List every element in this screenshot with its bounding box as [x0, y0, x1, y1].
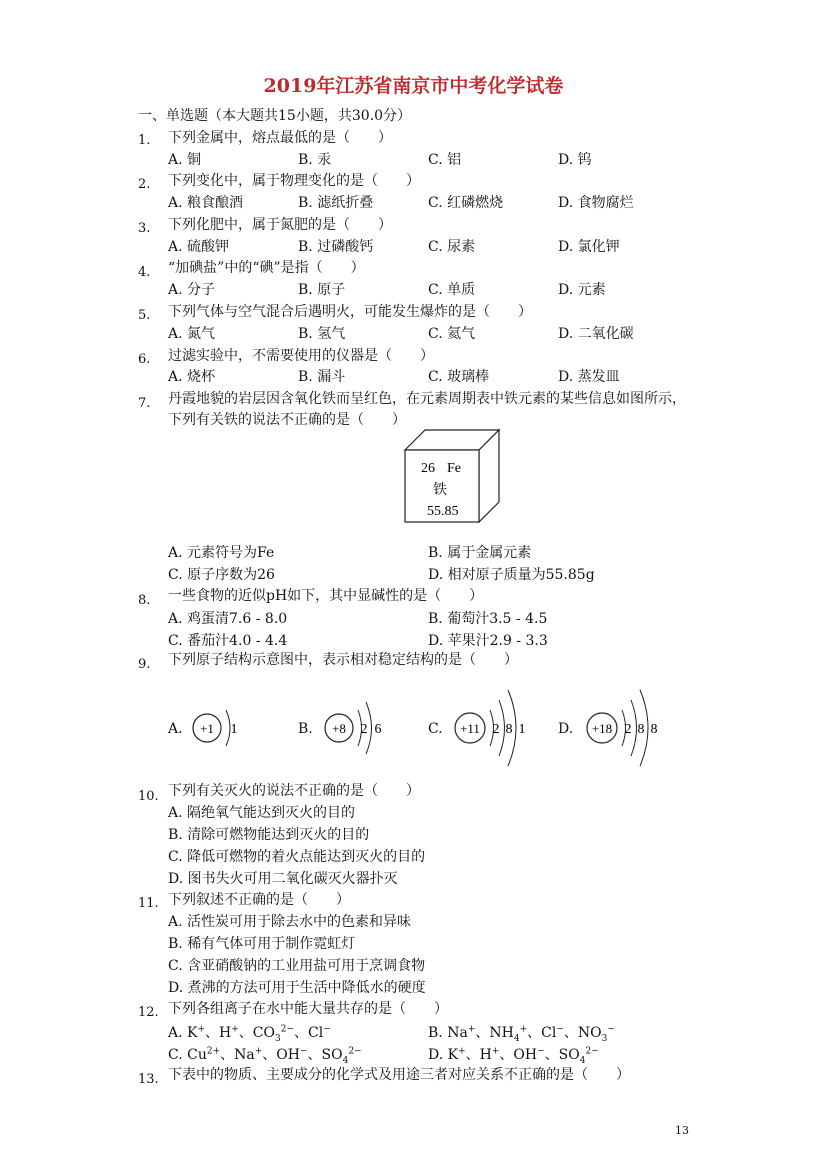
- atom-shell: 2: [624, 722, 632, 737]
- section-heading: 一、单选题（本大题共15小题，共30.0分）: [138, 108, 411, 124]
- question-number: 6.: [138, 352, 151, 367]
- page-title: 2019年江苏省南京市中考化学试卷: [263, 75, 564, 97]
- option-c: C. 铝: [428, 152, 462, 168]
- atom-nucleus: +18: [591, 721, 613, 736]
- option-b: B. 原子: [298, 282, 346, 298]
- option-a: A. 氮气: [168, 326, 216, 342]
- option-c: C. 含亚硝酸钠的工业用盐可用于烹调食物: [168, 958, 426, 974]
- question-stem: 下列气体与空气混合后遇明火，可能发生爆炸的是（ ）: [168, 304, 532, 320]
- option-a: A. 分子: [168, 282, 216, 298]
- option-b: B.: [298, 721, 313, 737]
- atom-diagram-d: [584, 680, 664, 776]
- question-number: 3.: [138, 221, 151, 236]
- atom-shell: 8: [650, 722, 658, 737]
- atom-diagram-a: [190, 680, 250, 776]
- question-stem: 一些食物的近似pH如下，其中显碱性的是（ ）: [168, 588, 484, 604]
- option-a: A. 硫酸钾: [168, 239, 230, 255]
- option-c: C. $Cu^{2+}$、Na+、OH−、$SO_4^{2-}$: [168, 1046, 362, 1066]
- question-number: 13.: [138, 1072, 159, 1087]
- option-b: B. 氢气: [298, 326, 346, 342]
- option-c: C. 玻璃棒: [428, 369, 490, 385]
- question-stem: 下列原子结构示意图中，表示相对稳定结构的是（ ）: [168, 652, 518, 668]
- question-number: 12.: [138, 1005, 159, 1020]
- atom-nucleus: +11: [460, 721, 480, 736]
- question-stem: 下表中的物质、主要成分的化学式及用途三者对应关系不正确的是（ ）: [168, 1067, 630, 1083]
- question-stem: 过滤实验中，不需要使用的仪器是（ ）: [168, 348, 434, 364]
- option-a: A. 铜: [168, 152, 202, 168]
- page-number: 13: [675, 1124, 689, 1137]
- option-a: A. 隔绝氧气能达到灭火的目的: [168, 805, 356, 821]
- atom-diagram-b: [322, 680, 392, 776]
- question-number: 9.: [138, 657, 151, 672]
- option-c: C. 番茄汁4.0 - 4.4: [168, 633, 288, 649]
- option-d: D. K+、H+、OH−、$SO_4^{2-}$: [428, 1046, 599, 1066]
- option-d: D. 苹果汁2.9 - 3.3: [428, 633, 548, 649]
- option-b: B. 漏斗: [298, 369, 346, 385]
- question-stem-line2: 下列有关铁的说法不正确的是（ ）: [168, 412, 406, 428]
- atom-shell: 2: [360, 722, 368, 737]
- option-c: C. 降低可燃物的着火点能达到灭火的目的: [168, 849, 426, 865]
- option-d: D. 图书失火可用二氧化碳灭火器扑灭: [168, 871, 398, 887]
- option-a: A. 元素符号为Fe: [168, 545, 275, 561]
- option-c: C. 原子序数为26: [168, 567, 275, 583]
- option-d: D. 食物腐烂: [558, 195, 634, 211]
- question-stem: 下列化肥中，属于氮肥的是（ ）: [168, 217, 392, 233]
- atom-shell: 2: [492, 722, 500, 737]
- element-symbol: Fe: [447, 461, 461, 476]
- option-b: B. 过磷酸钙: [298, 239, 374, 255]
- option-d: D. 元素: [558, 282, 606, 298]
- atom-shell: 1: [230, 722, 238, 737]
- option-b: B. 稀有气体可用于制作霓虹灯: [168, 936, 356, 952]
- atom-shell: 1: [518, 722, 526, 737]
- question-number: 10.: [138, 789, 159, 804]
- atom-shell: 8: [505, 722, 513, 737]
- option-c: C. 单质: [428, 282, 476, 298]
- option-d: D. 氯化钾: [558, 239, 620, 255]
- option-b: B. 汞: [298, 152, 332, 168]
- option-a: A.: [168, 721, 183, 737]
- question-number: 5.: [138, 308, 151, 323]
- option-d: D.: [558, 721, 574, 737]
- atom-shell: 6: [374, 722, 382, 737]
- question-number: 2.: [138, 177, 151, 192]
- element-name: 铁: [433, 482, 447, 498]
- atom-nucleus: +8: [332, 721, 346, 736]
- question-stem: 丹霞地貌的岩层因含氧化铁而呈红色，在元素周期表中铁元素的某些信息如图所示，: [168, 391, 686, 407]
- question-stem: 下列各组离子在水中能大量共存的是（ ）: [168, 1001, 448, 1017]
- element-mass: 55.85: [427, 504, 459, 519]
- option-a: A. K+、H+、$CO_3^{2-}$、Cl−: [168, 1024, 331, 1044]
- option-d: D. 钨: [558, 152, 592, 168]
- question-stem: 下列金属中，熔点最低的是（ ）: [168, 130, 392, 146]
- option-a: A. 鸡蛋清7.6 - 8.0: [168, 611, 288, 627]
- question-stem: 下列叙述不正确的是（ ）: [168, 892, 350, 908]
- element-number: 26: [421, 461, 435, 476]
- question-number: 1.: [138, 133, 151, 148]
- question-number: 7.: [138, 396, 151, 411]
- atom-nucleus: +1: [200, 721, 214, 736]
- atom-shell: 8: [637, 722, 645, 737]
- option-a: A. 烧杯: [168, 369, 216, 385]
- option-a: A. 粮食酿酒: [168, 195, 244, 211]
- iron-element-box: [403, 428, 503, 524]
- option-d: D. 煮沸的方法可用于生活中降低水的硬度: [168, 980, 426, 996]
- option-c: C. 尿素: [428, 239, 476, 255]
- question-number: 11.: [138, 896, 159, 911]
- option-d: D. 二氧化碳: [558, 326, 634, 342]
- question-number: 8.: [138, 593, 151, 608]
- option-b: B. 滤纸折叠: [298, 195, 374, 211]
- option-b: B. 葡萄汁3.5 - 4.5: [428, 611, 548, 627]
- option-d: D. 相对原子质量为55.85g: [428, 567, 595, 583]
- option-a: A. 活性炭可用于除去水中的色素和异味: [168, 914, 412, 930]
- atom-diagram-c: [452, 680, 532, 776]
- question-stem: “加碘盐”中的“碘”是指（ ）: [168, 260, 365, 276]
- option-d: D. 蒸发皿: [558, 369, 620, 385]
- question-number: 4.: [138, 265, 151, 280]
- option-b: B. 属于金属元素: [428, 545, 532, 561]
- question-stem: 下列变化中，属于物理变化的是（ ）: [168, 173, 420, 189]
- question-stem: 下列有关灭火的说法不正确的是（ ）: [168, 783, 420, 799]
- option-c: C.: [428, 721, 443, 737]
- option-b: B. 清除可燃物能达到灭火的目的: [168, 827, 370, 843]
- option-c: C. 氦气: [428, 326, 476, 342]
- option-c: C. 红磷燃烧: [428, 195, 504, 211]
- option-b: B. Na+、$NH_4^+$、Cl−、$NO_3^-$: [428, 1024, 615, 1044]
